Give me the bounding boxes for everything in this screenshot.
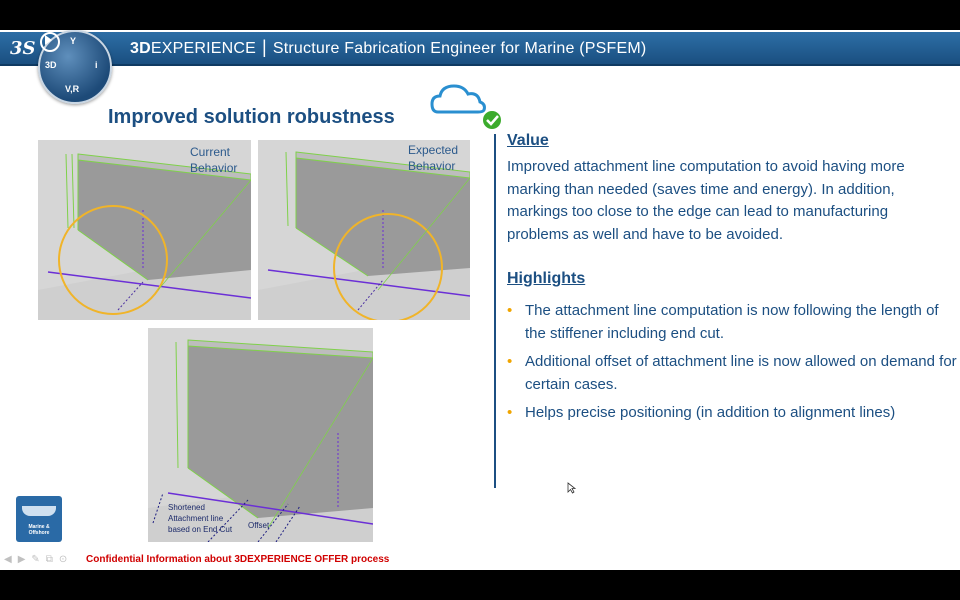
current-behavior-image xyxy=(38,140,251,320)
shortened-attachment-label: Shortened Attachment line based on End Cut xyxy=(168,503,233,534)
header-bar xyxy=(0,32,960,66)
play-icon xyxy=(40,32,60,52)
ds-logo-icon xyxy=(8,34,36,67)
value-heading: Value xyxy=(507,132,549,149)
expected-behavior-label: Expected Behavior xyxy=(408,143,459,173)
brand: 3DEXPERIENCE xyxy=(130,40,256,57)
marine-offshore-badge-icon: Marine & Offshore xyxy=(16,496,62,542)
slide-title: Improved solution robustness xyxy=(108,106,395,128)
svg-text:3S: 3S xyxy=(10,38,36,59)
header-title-group xyxy=(130,37,646,58)
header-separator: | xyxy=(262,37,267,57)
compass-north: Y xyxy=(70,36,77,46)
ship-icon xyxy=(22,506,56,516)
header-title: Structure Fabrication Engineer for Marine (PSFEM) xyxy=(272,40,647,57)
highlight-item: • Helps precise positioning (in addition to alignment lines) xyxy=(507,402,957,425)
compass-left: 3D xyxy=(45,60,57,70)
shortened-attachment-image xyxy=(148,328,373,542)
slide xyxy=(0,30,960,570)
divider-line xyxy=(494,134,496,488)
highlight-item: • The attachment line computation is now following the length of the stiffener including end cut. xyxy=(507,300,957,345)
expected-behavior-image xyxy=(258,140,470,320)
confidential-note: Confidential Information about 3DEXPERIENCE OFFER process xyxy=(86,554,390,565)
compass-icon[interactable] xyxy=(38,30,112,104)
highlight-item: • Additional offset of attachment line is now allowed on demand for certain cases. xyxy=(507,351,957,396)
highlights-heading: Highlights xyxy=(507,270,586,287)
compass-right: i xyxy=(95,60,98,70)
value-text: Improved attachment line computation to avoid having more marking than needed (saves time and energy). In addition, markings too close to the edge can lead to manufacturing problems as well and have to be avoided. xyxy=(507,158,905,243)
slide-nav-controls[interactable]: ◀▶✎⧉⊙ xyxy=(4,554,74,565)
current-behavior-label: Current Behavior xyxy=(190,145,238,175)
highlights-list xyxy=(507,300,957,431)
cloud-check-icon xyxy=(428,74,508,134)
mouse-cursor-icon xyxy=(567,482,577,494)
offset-label: Offset xyxy=(248,521,270,530)
compass-bottom: V,R xyxy=(65,84,80,94)
